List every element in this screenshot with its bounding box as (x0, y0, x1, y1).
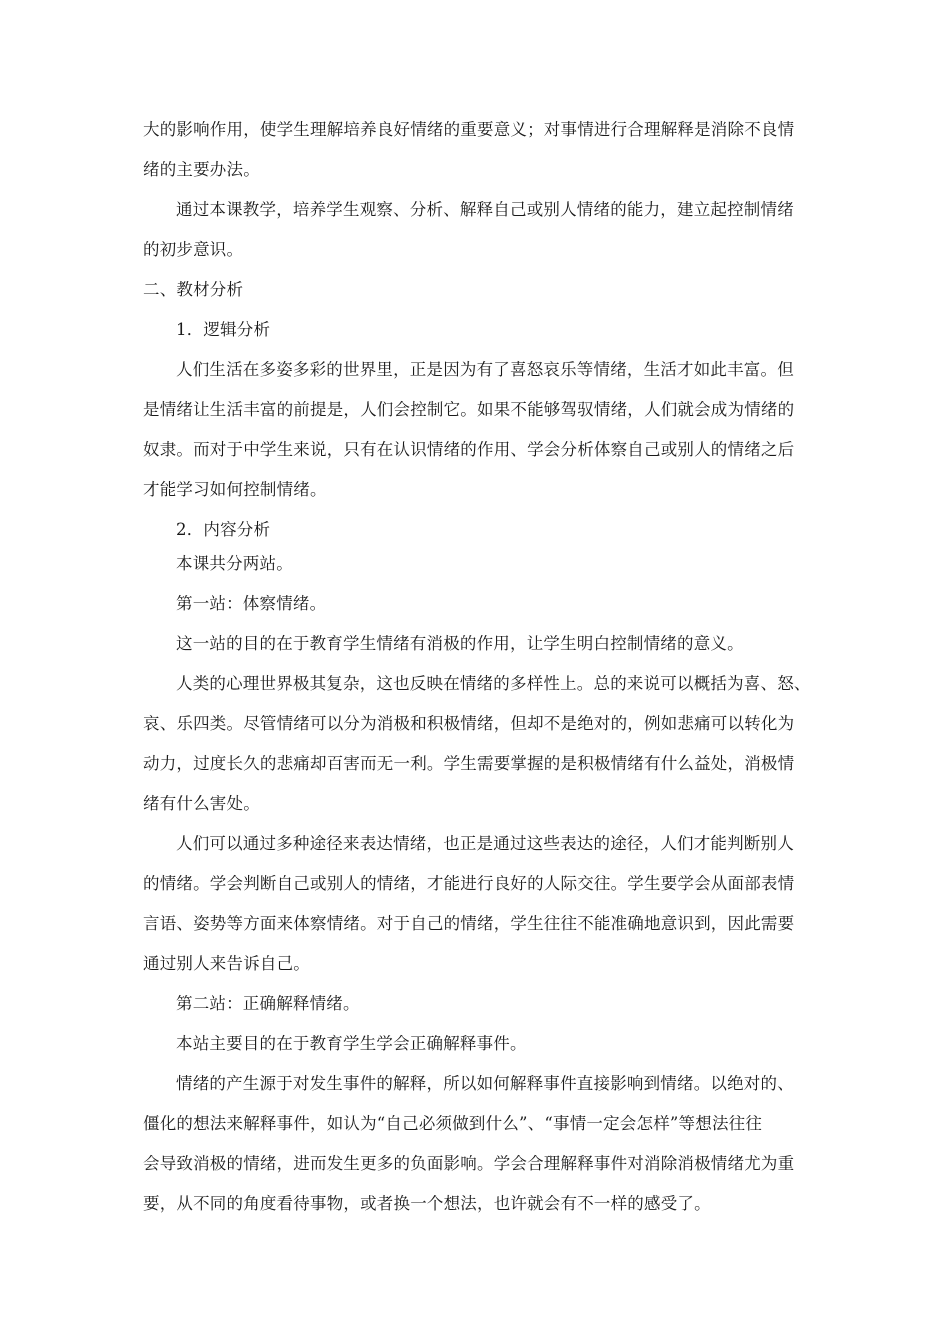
paragraph (143, 200, 811, 260)
text-line: 通过别人来告诉自己。 (143, 954, 310, 973)
text-line: 僵化的想法来解释事件，如认为“自己必须做到什么”、“事情一定会怎样”等想法往往 (143, 1114, 763, 1133)
text-line: 是情绪让生活丰富的前提是，人们会控制它。如果不能够驾驭情绪，人们就会成为情绪的 (143, 400, 795, 419)
subsection-heading: 1．逻辑分析 (176, 320, 271, 339)
station-heading: 第一站：体察情绪。 (176, 594, 327, 613)
text-line: 的情绪。学会判断自己或别人的情绪，才能进行良好的人际交往。学生要学会从面部表情 (143, 874, 795, 893)
paragraph (143, 674, 811, 814)
paragraph (143, 360, 811, 500)
paragraph: 本课共分两站。 (176, 554, 293, 573)
text-line: 动力，过度长久的悲痛却百害而无一利。学生需要掌握的是积极情绪有什么益处，消极情 (143, 754, 795, 773)
text-line: 奴隶。而对于中学生来说，只有在认识情绪的作用、学会分析体察自己或别人的情绪之后 (143, 440, 795, 459)
paragraph (143, 1074, 811, 1214)
station-heading: 第二站：正确解释情绪。 (176, 994, 360, 1013)
subsection-heading: 2．内容分析 (176, 520, 271, 539)
text-line: 大的影响作用，使学生理解培养良好情绪的重要意义；对事情进行合理解释是消除不良情 (143, 120, 795, 139)
text-line: 情绪的产生源于对发生事件的解释，所以如何解释事件直接影响到情绪。以绝对的、 (176, 1074, 794, 1093)
paragraph: 本站主要目的在于教育学生学会正确解释事件。 (176, 1034, 527, 1053)
paragraph (143, 834, 811, 974)
text-line: 人类的心理世界极其复杂，这也反映在情绪的多样性上。总的来说可以概括为喜、怒、 (176, 674, 811, 693)
text-line: 绪的主要办法。 (143, 160, 260, 179)
text-line: 通过本课教学，培养学生观察、分析、解释自己或别人情绪的能力，建立起控制情绪 (176, 200, 794, 219)
paragraph: 这一站的目的在于教育学生情绪有消极的作用，让学生明白控制情绪的意义。 (176, 634, 744, 653)
paragraph (143, 120, 811, 180)
document-page (143, 120, 811, 1214)
text-line: 才能学习如何控制情绪。 (143, 480, 327, 499)
text-line: 要，从不同的角度看待事物，或者换一个想法，也许就会有不一样的感受了。 (143, 1194, 711, 1213)
text-line: 人们生活在多姿多彩的世界里，正是因为有了喜怒哀乐等情绪，生活才如此丰富。但 (176, 360, 794, 379)
text-line: 哀、乐四类。尽管情绪可以分为消极和积极情绪，但却不是绝对的，例如悲痛可以转化为 (143, 714, 795, 733)
text-line: 绪有什么害处。 (143, 794, 260, 813)
text-line: 言语、姿势等方面来体察情绪。对于自己的情绪，学生往往不能准确地意识到，因此需要 (143, 914, 795, 933)
section-heading: 二、教材分析 (143, 280, 244, 299)
text-line: 的初步意识。 (143, 240, 244, 259)
text-line: 会导致消极的情绪，进而发生更多的负面影响。学会合理解释事件对消除消极情绪尤为重 (143, 1154, 795, 1173)
text-line: 人们可以通过多种途径来表达情绪，也正是通过这些表达的途径，人们才能判断别人 (176, 834, 794, 853)
